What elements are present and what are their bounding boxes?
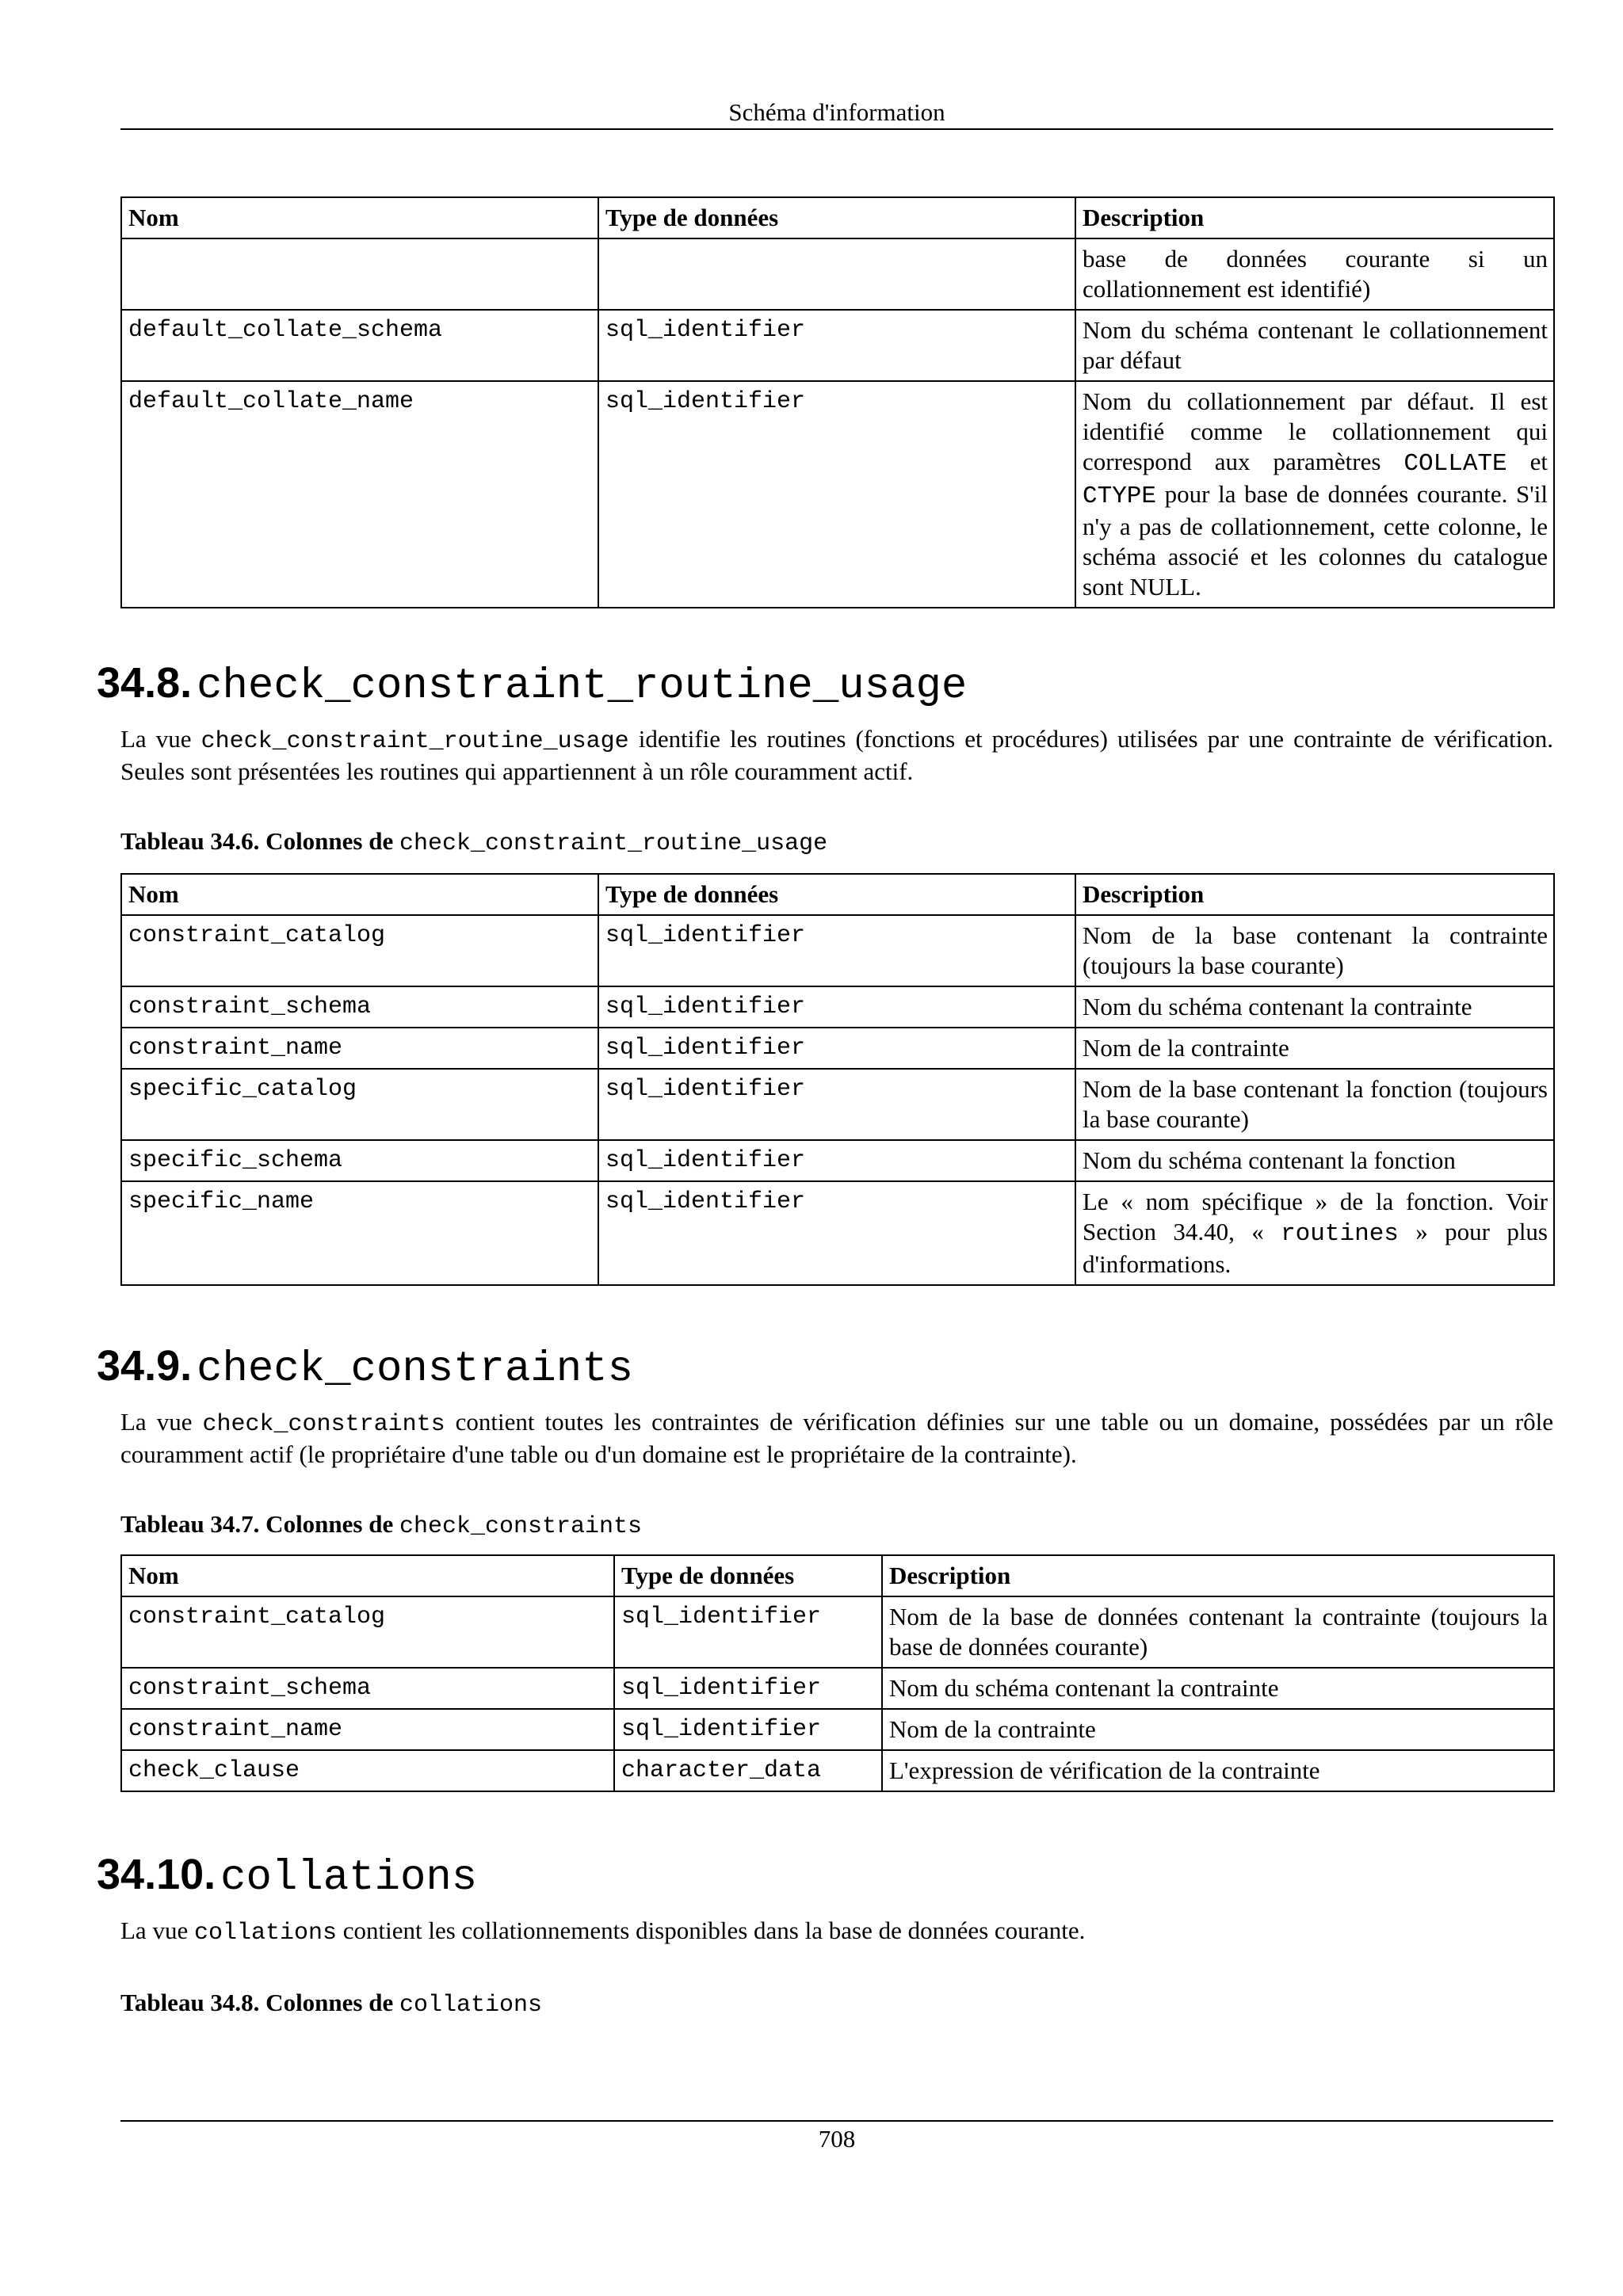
section-title: check_constraints [197, 1345, 633, 1394]
table-row [121, 1596, 1554, 1668]
table-row [121, 1028, 1554, 1069]
cell-type: sql_identifier [598, 986, 1075, 1028]
cell-name [121, 238, 598, 310]
intro-text: La vue [120, 1408, 203, 1436]
table-caption-34-7 [120, 1508, 642, 1543]
inline-code: routines [1281, 1220, 1399, 1248]
table-caption-34-6 [120, 826, 827, 860]
section-heading-34-8 [97, 651, 967, 723]
table-header-row [121, 1555, 1554, 1596]
description-text: Nom du collationnement par défaut. Il est identifié comme le collationnement qui correspond aux paramètres [1083, 387, 1548, 475]
running-header: Schéma d'information [728, 98, 945, 126]
cell-name: specific_schema [121, 1140, 598, 1181]
table-row [121, 381, 1554, 608]
cell-description: Nom de la contrainte [1075, 1028, 1554, 1069]
section-number: 34.8. [97, 659, 193, 707]
cell-type [598, 238, 1075, 310]
cell-description [1075, 381, 1554, 608]
inline-code: check_constraint_routine_usage [200, 728, 629, 755]
cell-description: L'expression de vérification de la contrainte [882, 1750, 1554, 1791]
table-row [121, 1140, 1554, 1181]
cell-name: default_collate_name [121, 381, 598, 608]
cell-type: sql_identifier [598, 1069, 1075, 1140]
intro-text: identifie les routines (fonctions et procédures) utilisées par une contrainte de vérification. Seules sont présentées les routines qui appartiennent à un rôle couramment actif. [120, 725, 1553, 785]
cell-name: constraint_schema [121, 986, 598, 1028]
inline-code: check_constraints [202, 1411, 445, 1438]
cell-description: Nom du schéma contenant la contrainte [1075, 986, 1554, 1028]
cell-name: specific_catalog [121, 1069, 598, 1140]
cell-type: sql_identifier [598, 1140, 1075, 1181]
intro-text: contient toutes les contraintes de vérification définies sur une table ou un domaine, possédées par un rôle couramment actif (le propriétaire d'une table ou d'un domaine est le propriétaire de la contrainte). [120, 1408, 1553, 1468]
section-intro-34-9 [120, 1407, 1553, 1470]
section-heading-34-9 [97, 1334, 633, 1406]
cell-type: character_data [614, 1750, 882, 1791]
cell-type: sql_identifier [598, 1181, 1075, 1285]
section-intro-34-10 [120, 1916, 1553, 1948]
caption-code: check_constraints [399, 1513, 643, 1540]
section-title: check_constraint_routine_usage [197, 662, 968, 711]
cell-type: sql_identifier [598, 915, 1075, 986]
cell-description: Nom de la base contenant la fonction (toujours la base courante) [1075, 1069, 1554, 1140]
table-caption-34-8 [120, 1987, 542, 2021]
column-header-type: Type de données [598, 874, 1075, 915]
intro-text: contient les collationnements disponibles dans la base de données courante. [337, 1917, 1086, 1944]
cell-type: sql_identifier [614, 1668, 882, 1709]
section-intro-34-8 [120, 724, 1553, 787]
cell-description: Nom de la contrainte [882, 1709, 1554, 1750]
table-row [121, 1668, 1554, 1709]
cell-type: sql_identifier [598, 310, 1075, 381]
column-header-name: Nom [121, 1555, 614, 1596]
description-text: pour la base de données courante. S'il n'y a pas de collationnement, cette colonne, le schéma associé et les colonnes du catalogue sont NULL. [1083, 480, 1548, 601]
table-34-6 [120, 873, 1555, 1286]
table-row [121, 1181, 1554, 1285]
intro-text: La vue [120, 1917, 194, 1944]
cell-description: base de données courante si un collationnement est identifié) [1075, 238, 1554, 310]
intro-text: La vue [120, 725, 201, 753]
section-title: collations [220, 1854, 478, 1902]
caption-code: check_constraint_routine_usage [399, 830, 828, 857]
cell-type: sql_identifier [614, 1709, 882, 1750]
cell-type: sql_identifier [598, 1028, 1075, 1069]
column-header-type: Type de données [614, 1555, 882, 1596]
cell-description: Nom de la base de données contenant la contrainte (toujours la base de données courante) [882, 1596, 1554, 1668]
cell-name: check_clause [121, 1750, 614, 1791]
cell-type: sql_identifier [598, 381, 1075, 608]
page-number: 708 [818, 2125, 856, 2153]
table-row [121, 986, 1554, 1028]
cell-name: constraint_schema [121, 1668, 614, 1709]
cell-name: specific_name [121, 1181, 598, 1285]
cell-name: constraint_catalog [121, 1596, 614, 1668]
table-row [121, 310, 1554, 381]
section-number: 34.10. [97, 1851, 216, 1898]
section-heading-34-10 [97, 1843, 477, 1915]
cell-description: Nom du schéma contenant la fonction [1075, 1140, 1554, 1181]
caption-code: collations [399, 1992, 543, 2019]
table-row [121, 1750, 1554, 1791]
table-row [121, 1709, 1554, 1750]
cell-name: default_collate_schema [121, 310, 598, 381]
column-header-description: Description [1075, 197, 1554, 238]
cell-description: Nom de la base contenant la contrainte (toujours la base courante) [1075, 915, 1554, 986]
table-header-row [121, 197, 1554, 238]
section-number: 34.9. [97, 1342, 193, 1390]
description-text: et [1507, 448, 1548, 475]
column-header-description: Description [1075, 874, 1554, 915]
caption-label: Tableau 34.6. Colonnes de [120, 827, 399, 855]
table-row [121, 915, 1554, 986]
cell-type: sql_identifier [614, 1596, 882, 1668]
description-text: » pour plus d'informations. [1083, 1218, 1548, 1278]
column-header-description: Description [882, 1555, 1554, 1596]
inline-code: CTYPE [1083, 482, 1157, 510]
header-rule [120, 128, 1553, 130]
inline-code: collations [193, 1920, 337, 1947]
table-row [121, 1069, 1554, 1140]
cell-description: Nom du schéma contenant la contrainte [882, 1668, 1554, 1709]
cell-name: constraint_name [121, 1709, 614, 1750]
cell-description [1075, 1181, 1554, 1285]
column-header-name: Nom [121, 197, 598, 238]
description-text: Le « nom spécifique » de la fonction. Voir Section 34.40, « [1083, 1188, 1548, 1245]
column-header-name: Nom [121, 874, 598, 915]
inline-code: COLLATE [1403, 450, 1507, 478]
caption-label: Tableau 34.7. Colonnes de [120, 1510, 399, 1538]
table-header-row [121, 874, 1554, 915]
table-row [121, 238, 1554, 310]
continued-table [120, 196, 1555, 608]
column-header-type: Type de données [598, 197, 1075, 238]
cell-name: constraint_catalog [121, 915, 598, 986]
caption-label: Tableau 34.8. Colonnes de [120, 1989, 399, 2016]
cell-name: constraint_name [121, 1028, 598, 1069]
table-34-7 [120, 1554, 1555, 1792]
cell-description: Nom du schéma contenant le collationnement par défaut [1075, 310, 1554, 381]
